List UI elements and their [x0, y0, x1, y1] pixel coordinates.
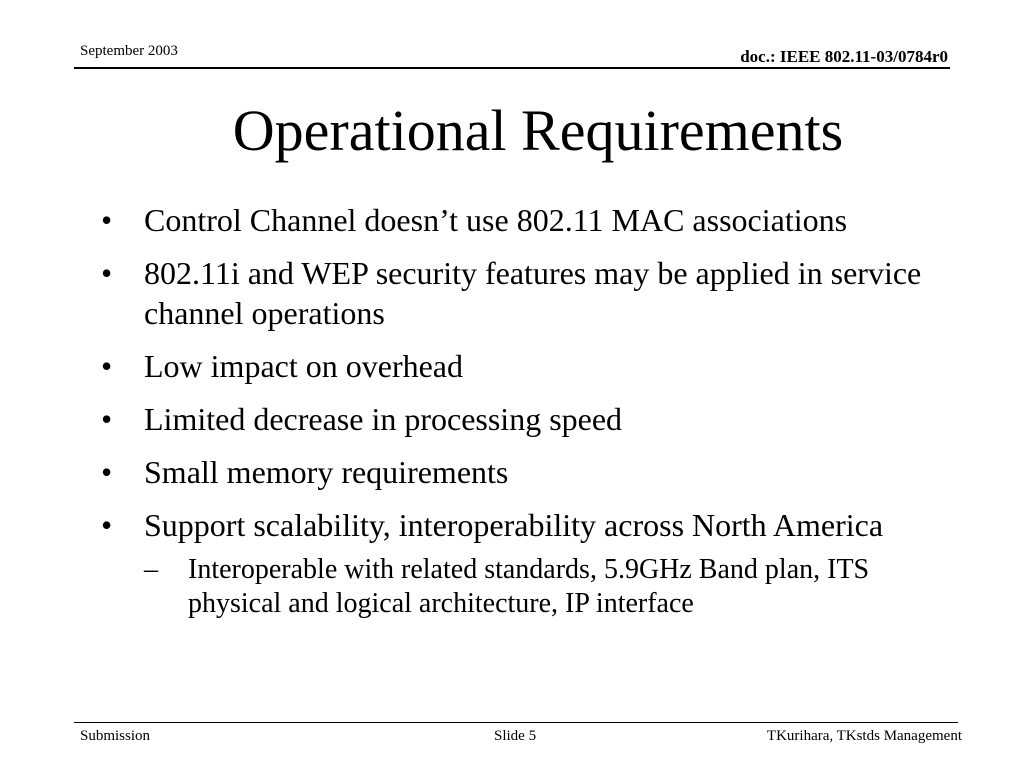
bullet-item — [101, 253, 961, 333]
bullet-text: Small memory requirements — [144, 454, 509, 490]
header-doc-id: doc.: IEEE 802.11-03/0784r0 — [740, 47, 948, 66]
bullet-marker: • — [101, 507, 113, 543]
bullet-marker: • — [101, 348, 113, 384]
bullet-marker: • — [101, 255, 113, 291]
bullet-marker: • — [101, 202, 113, 238]
bullet-item — [101, 399, 961, 439]
sub-bullet-text: Interoperable with related standards, 5.9GHz Band plan, ITS physical and logical architecture, IP interface — [188, 554, 870, 619]
bullet-item — [101, 452, 961, 492]
bullet-text: Limited decrease in processing speed — [144, 401, 623, 437]
bullet-text: Control Channel doesn’t use 802.11 MAC associations — [144, 202, 848, 238]
bullet-text: 802.11i and WEP security features may be applied in service channel operations — [144, 255, 922, 331]
slide-title: Operational Requirements — [232, 98, 844, 163]
bullet-marker: • — [101, 454, 113, 490]
sub-bullet-item — [144, 553, 948, 621]
bullet-item — [101, 346, 961, 386]
footer-slide-number: Slide 5 — [494, 728, 537, 744]
sub-bullet-marker: – — [144, 554, 158, 585]
footer-author: TKurihara, TKstds Management — [766, 728, 962, 744]
bullet-list — [101, 200, 961, 634]
bullet-marker: • — [101, 401, 113, 437]
bullet-item — [101, 200, 961, 240]
sub-bullet-list — [144, 553, 961, 621]
bullet-text: Low impact on overhead — [144, 348, 463, 384]
header-date: September 2003 — [80, 43, 178, 59]
footer-divider — [74, 722, 958, 723]
bullet-item — [101, 505, 961, 621]
footer-submission: Submission — [80, 728, 151, 744]
header-divider — [74, 67, 950, 69]
bullet-text: Support scalability, interoperability across North America — [144, 507, 884, 543]
